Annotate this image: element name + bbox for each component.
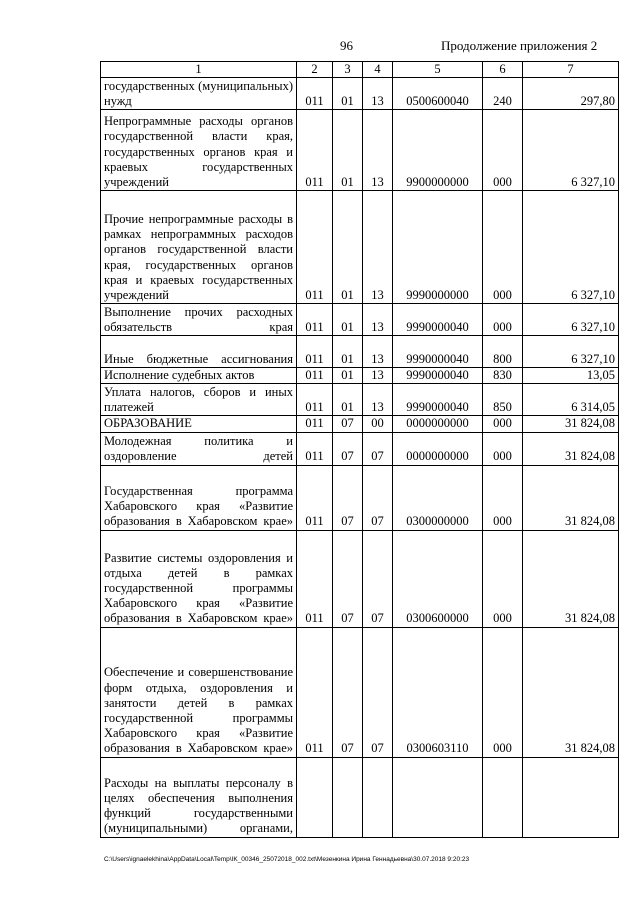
table-row xyxy=(101,432,619,465)
section-code: 01 xyxy=(333,110,363,191)
expense-name: Государственная программа Хабаровского края «Развитие образования в Хабаровском крае» xyxy=(101,465,297,530)
subsection-code xyxy=(363,757,393,837)
section-code: 01 xyxy=(333,304,363,336)
ministry-code: 011 xyxy=(297,432,333,465)
column-number: 3 xyxy=(333,62,363,78)
amount: 31 824,08 xyxy=(523,432,619,465)
ministry-code: 011 xyxy=(297,304,333,336)
expense-name: государственных (муниципальных) нужд xyxy=(101,78,297,110)
expense-type-code: 000 xyxy=(483,530,523,627)
budget-table xyxy=(100,61,619,838)
section-code xyxy=(333,757,363,837)
expense-name: Расходы на выплаты персоналу в целях обеспечения выполнения функций государственными (муниципальными) органами, xyxy=(101,757,297,837)
subsection-code: 13 xyxy=(363,336,393,368)
section-code: 07 xyxy=(333,530,363,627)
subsection-code: 13 xyxy=(363,384,393,416)
target-article-code: 0000000000 xyxy=(393,432,483,465)
amount: 31 824,08 xyxy=(523,530,619,627)
table-row xyxy=(101,465,619,530)
table-row xyxy=(101,416,619,432)
expense-type-code: 800 xyxy=(483,336,523,368)
subsection-code: 07 xyxy=(363,465,393,530)
section-code: 07 xyxy=(333,432,363,465)
amount: 297,80 xyxy=(523,78,619,110)
subsection-code: 07 xyxy=(363,530,393,627)
expense-name: Развитие системы оздоровления и отдыха детей в рамках государственной программы Хабаровского края «Развитие образования в Хабаровском крае» xyxy=(101,530,297,627)
expense-type-code: 000 xyxy=(483,432,523,465)
expense-name: Иные бюджетные ассигнования xyxy=(101,336,297,368)
amount: 6 314,05 xyxy=(523,384,619,416)
page-number: 96 xyxy=(340,38,353,53)
column-number: 1 xyxy=(101,62,297,78)
ministry-code: 011 xyxy=(297,368,333,384)
expense-name: Молодежная политика и оздоровление детей xyxy=(101,432,297,465)
ministry-code xyxy=(297,757,333,837)
ministry-code: 011 xyxy=(297,191,333,304)
ministry-code: 011 xyxy=(297,530,333,627)
column-number: 7 xyxy=(523,62,619,78)
amount: 31 824,08 xyxy=(523,465,619,530)
expense-name: ОБРАЗОВАНИЕ xyxy=(101,416,297,432)
section-code: 07 xyxy=(333,627,363,757)
expense-name: Обеспечение и совершенствование форм отдыха, оздоровления и занятости детей в рамках государственной программы Хабаровского края «Развитие образования в Хабаровском крае» xyxy=(101,627,297,757)
expense-type-code xyxy=(483,757,523,837)
expense-type-code: 000 xyxy=(483,627,523,757)
ministry-code: 011 xyxy=(297,627,333,757)
expense-type-code: 000 xyxy=(483,416,523,432)
subsection-code: 07 xyxy=(363,432,393,465)
table-row xyxy=(101,304,619,336)
subsection-code: 13 xyxy=(363,191,393,304)
table-row xyxy=(101,336,619,368)
column-number: 2 xyxy=(297,62,333,78)
amount: 6 327,10 xyxy=(523,110,619,191)
expense-name: Исполнение судебных актов xyxy=(101,368,297,384)
target-article-code: 0000000000 xyxy=(393,416,483,432)
target-article-code: 9990000040 xyxy=(393,384,483,416)
target-article-code: 0300000000 xyxy=(393,465,483,530)
target-article-code: 9990000000 xyxy=(393,191,483,304)
subsection-code: 13 xyxy=(363,368,393,384)
expense-type-code: 240 xyxy=(483,78,523,110)
subsection-code: 07 xyxy=(363,627,393,757)
ministry-code: 011 xyxy=(297,465,333,530)
target-article-code: 9990000040 xyxy=(393,336,483,368)
ministry-code: 011 xyxy=(297,384,333,416)
section-code: 01 xyxy=(333,384,363,416)
expense-name: Прочие непрограммные расходы в рамках непрограммных расходов органов государственной власти края, государственных органов края и краевых государственных учреждений xyxy=(101,191,297,304)
amount: 13,05 xyxy=(523,368,619,384)
section-code: 01 xyxy=(333,336,363,368)
target-article-code: 0300600000 xyxy=(393,530,483,627)
amount: 31 824,08 xyxy=(523,416,619,432)
amount xyxy=(523,757,619,837)
column-number: 6 xyxy=(483,62,523,78)
section-code: 01 xyxy=(333,368,363,384)
ministry-code: 011 xyxy=(297,336,333,368)
expense-name: Уплата налогов, сборов и иных платежей xyxy=(101,384,297,416)
table-row xyxy=(101,757,619,837)
table-row xyxy=(101,627,619,757)
target-article-code: 9990000040 xyxy=(393,368,483,384)
expense-type-code: 850 xyxy=(483,384,523,416)
target-article-code: 0500600040 xyxy=(393,78,483,110)
ministry-code: 011 xyxy=(297,110,333,191)
table-row xyxy=(101,368,619,384)
ministry-code: 011 xyxy=(297,78,333,110)
amount: 31 824,08 xyxy=(523,627,619,757)
table-row xyxy=(101,191,619,304)
file-path-footer: C:\Users\ignaelekhina\AppData\Local\Temp\IK_00346_25072018_002.txt\Мезенкина Ирина Геннадьевна\30.07.2018 9:20:23 xyxy=(104,856,470,863)
amount: 6 327,10 xyxy=(523,304,619,336)
subsection-code: 13 xyxy=(363,304,393,336)
target-article-code: 9990000040 xyxy=(393,304,483,336)
column-number-row xyxy=(101,62,619,78)
target-article-code xyxy=(393,757,483,837)
expense-type-code: 830 xyxy=(483,368,523,384)
subsection-code: 13 xyxy=(363,110,393,191)
amount: 6 327,10 xyxy=(523,191,619,304)
section-code: 01 xyxy=(333,78,363,110)
amount: 6 327,10 xyxy=(523,336,619,368)
expense-type-code: 000 xyxy=(483,304,523,336)
column-number: 4 xyxy=(363,62,393,78)
subsection-code: 00 xyxy=(363,416,393,432)
target-article-code: 9900000000 xyxy=(393,110,483,191)
ministry-code: 011 xyxy=(297,416,333,432)
expense-name: Непрограммные расходы органов государственной власти края, государственных органов края и краевых государственных учреждений xyxy=(101,110,297,191)
column-number: 5 xyxy=(393,62,483,78)
expense-type-code: 000 xyxy=(483,191,523,304)
table-row xyxy=(101,384,619,416)
section-code: 07 xyxy=(333,465,363,530)
expense-name: Выполнение прочих расходных обязательств края xyxy=(101,304,297,336)
target-article-code: 0300603110 xyxy=(393,627,483,757)
appendix-continuation-label: Продолжение приложения 2 xyxy=(441,38,598,53)
section-code: 01 xyxy=(333,191,363,304)
expense-type-code: 000 xyxy=(483,110,523,191)
table-row xyxy=(101,530,619,627)
subsection-code: 13 xyxy=(363,78,393,110)
table-row xyxy=(101,78,619,110)
table-row xyxy=(101,110,619,191)
expense-type-code: 000 xyxy=(483,465,523,530)
section-code: 07 xyxy=(333,416,363,432)
